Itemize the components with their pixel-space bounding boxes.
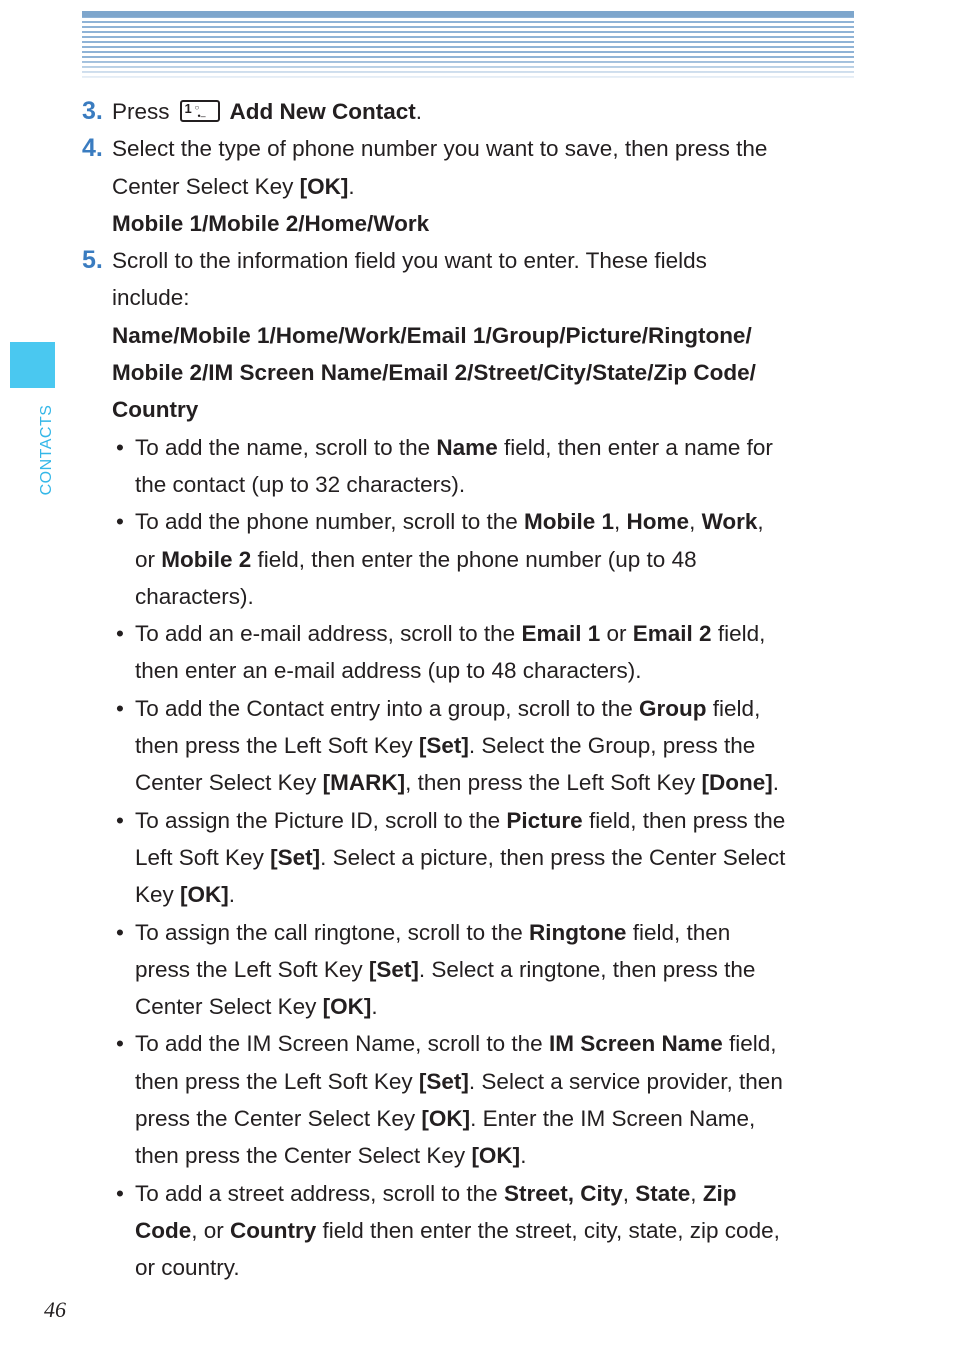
text: , [689,509,702,535]
text: Center Select Key [135,770,323,796]
text: Center Select Key [135,994,323,1020]
bullet-dot: • [116,621,124,647]
text: field, then press the [582,807,786,833]
step-text: Select the type of phone number you want to save, then press the [112,136,768,162]
bullet-cont [0,1100,954,1137]
text: field, [706,695,761,721]
text: , [690,1180,703,1206]
field-name: Work [701,509,758,535]
field-name: Country [230,1217,317,1243]
bullet-cont [0,1212,954,1249]
text: , [622,1180,636,1206]
bullet-ringtone [0,914,954,951]
step-text: Center Select Key [112,173,300,199]
text: To add the IM Screen Name, scroll to the [135,1031,549,1057]
bullet-cont [0,1063,954,1100]
text: Left Soft Key [135,844,271,870]
text: press the Center Select Key [135,1106,422,1132]
field-name: Zip [702,1180,737,1206]
bullet-address [0,1175,954,1212]
text: To assign the Picture ID, scroll to the [135,807,507,833]
field-name: Code [135,1217,192,1243]
text: then press the Center Select Key [135,1143,472,1169]
text: or [135,546,162,572]
text: then press the Left Soft Key [135,1068,419,1094]
key-1-icon: 1 ○ •– [180,100,220,122]
bullet-cont [0,876,954,913]
punctuation: . [348,173,355,199]
bullet-dot: • [116,1031,124,1057]
bullet-group [0,690,954,727]
page-number: 46 [44,1297,66,1322]
step-number: 5. [82,246,103,275]
step-4-cont [0,168,954,205]
text: field, [711,621,766,647]
field-name: Name [436,434,498,460]
field-list: Name/Mobile 1/Home/Work/Email 1/Group/Picture/Ringtone/ [112,322,752,348]
key-label: [Set] [418,1068,469,1094]
bullet-picture [0,802,954,839]
text: or country. [135,1255,240,1281]
punctuation: . [415,99,423,124]
text: . [772,770,780,796]
key-label: [OK] [471,1143,521,1169]
text: . [371,994,378,1020]
field-name: Mobile 2 [161,546,252,572]
key-label: [OK] [299,173,349,199]
field-name: IM Screen Name [548,1031,723,1057]
bullet-dot: • [116,434,124,460]
text: then enter an e-mail address (up to 48 characters). [135,658,642,684]
key-label: [OK] [180,882,229,908]
step-number: 3. [82,97,103,125]
text: , then press the Left Soft Key [405,770,702,796]
text: field, then [626,919,731,945]
step-text: Press [112,99,170,124]
key-label: [Set] [368,956,419,982]
key-label: [Set] [270,844,321,870]
step-4 [0,130,954,167]
field-name: Mobile 1 [524,509,615,535]
text: . Select a ringtone, then press the [418,956,756,982]
step-text: include: [112,285,190,311]
field-list: Mobile 2/IM Screen Name/Email 2/Street/City/State/Zip Code/ [112,360,756,386]
field-name: Street, City [503,1180,623,1206]
key-label: [OK] [322,994,372,1020]
text: Key [135,882,181,908]
bullet-cont [0,541,954,578]
text: or [600,621,633,647]
text: field, then enter a name for [497,434,773,460]
section-label: CONTACTS [38,404,55,496]
field-name: Email 1 [521,621,601,647]
text: field, [722,1031,777,1057]
key-label: [Done] [701,770,773,796]
bullet-cont [0,727,954,764]
field-name: State [635,1180,691,1206]
text: then press the Left Soft Key [135,733,419,759]
field-name: Group [639,695,707,721]
menu-option: Add New Contact [229,99,416,124]
text: To assign the call ringtone, scroll to the [135,919,529,945]
field-name: Ringtone [528,919,627,945]
instructions-body [0,93,954,1287]
text: . [228,882,236,908]
text: press the Left Soft Key [135,956,369,982]
bullet-name [0,429,954,466]
bullet-dot: • [116,1180,124,1206]
key-label: [OK] [421,1106,471,1132]
text: . Select the Group, press the [468,733,756,759]
bullet-cont [0,839,954,876]
bullet-email [0,615,954,652]
field-list: Country [112,397,199,423]
text: To add an e-mail address, scroll to the [135,621,522,647]
key-label: [Set] [418,733,469,759]
field-name: Email 2 [632,621,712,647]
text: . [520,1143,527,1169]
bullet-phone [0,503,954,540]
field-name: Home [626,509,690,535]
text: field, then enter the phone number (up to 48 [251,546,697,572]
text: To add the Contact entry into a group, scroll to the [135,695,640,721]
bullet-dot: • [116,807,124,833]
text: , or [191,1217,231,1243]
text: the contact (up to 32 characters). [135,471,466,497]
text: To add the name, scroll to the [135,434,437,460]
step-3 [0,93,954,130]
bullet-dot: • [116,919,124,945]
phone-type-options: Mobile 1/Mobile 2/Home/Work [112,210,430,236]
text: , [757,509,764,535]
step-text: Scroll to the information field you want to enter. These fields [112,248,707,274]
bullet-cont [0,988,954,1025]
text: . Enter the IM Screen Name, [470,1106,756,1132]
field-name: Picture [506,807,583,833]
bullet-dot: • [116,509,124,535]
text: field then enter the street, city, state, zip code, [316,1217,780,1243]
bullet-cont [0,764,954,801]
text: characters). [135,583,254,609]
text: . Select a picture, then press the Center Select [320,844,786,870]
key-label: [MARK] [322,770,406,796]
text: . Select a service provider, then [468,1068,783,1094]
bullet-cont [0,951,954,988]
header-decoration-band [82,11,854,79]
step-number: 4. [82,134,103,163]
text: , [614,509,627,535]
bullet-im-screen-name [0,1025,954,1062]
bullet-cont [0,1137,954,1174]
bullet-dot: • [116,695,124,721]
text: To add a street address, scroll to the [135,1180,504,1206]
text: To add the phone number, scroll to the [135,509,525,535]
step-5 [0,242,954,279]
